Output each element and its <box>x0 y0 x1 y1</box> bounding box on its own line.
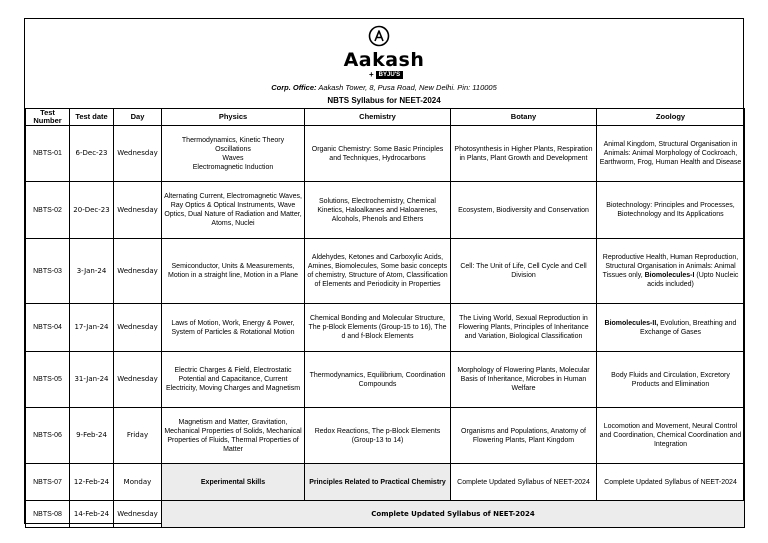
zoology-topics: Body Fluids and Circulation, Excretory Products and Elimination <box>597 352 745 408</box>
test-date: 20-Dec-23 <box>70 182 114 239</box>
zoology-tail-text: (Upto Nucleic acids included) <box>647 272 739 288</box>
botany-topics: Ecosystem, Biodiversity and Conservation <box>451 182 597 239</box>
physics-topics: Experimental Skills <box>162 464 305 501</box>
chemistry-topics: Thermodynamics, Equilibrium, Coordination Compounds <box>305 352 451 408</box>
physics-topics: Laws of Motion, Work, Energy & Power, System of Particles & Rotational Motion <box>162 304 305 352</box>
test-day: Wednesday <box>114 352 162 408</box>
botany-topics: Cell: The Unit of Life, Cell Cycle and Cell Division <box>451 239 597 304</box>
corp-address: Aakash Tower, 8, Pusa Road, New Delhi. Pin: 110005 <box>318 83 497 92</box>
chemistry-topics: Chemical Bonding and Molecular Structure, The p-Block Elements (Group-15 to 16), The d and f-Block Elements <box>305 304 451 352</box>
document-header <box>25 19 743 107</box>
byjus-label: BYJU'S <box>376 71 403 79</box>
zoology-topics <box>597 304 745 352</box>
syllabus-table <box>25 108 745 528</box>
header-test-number: Test Number <box>26 109 70 126</box>
chemistry-topics: Organic Chemistry: Some Basic Principles and Techniques, Hydrocarbons <box>305 126 451 182</box>
test-date: 9-Feb-24 <box>70 408 114 464</box>
corp-office-line <box>25 83 743 92</box>
chemistry-topics: Redox Reactions, The p-Block Elements (Group-13 to 14) <box>305 408 451 464</box>
physics-line: Waves <box>222 154 244 162</box>
zoology-plain-text: Reproductive Health, Human Reproduction, Structural Organisation in Animals: Animal Tissues only, <box>602 254 739 279</box>
table-row <box>26 182 745 239</box>
physics-topics: Alternating Current, Electromagnetic Waves, Ray Optics & Optical Instruments, Wave Optics, Dual Nature of Radiation and Matter, Atoms, Nuclei <box>162 182 305 239</box>
zoology-topics: Locomotion and Movement, Neural Control and Coordination, Chemical Coordination and Integration <box>597 408 745 464</box>
header-day: Day <box>114 109 162 126</box>
merged-syllabus-cell: Complete Updated Syllabus of NEET-2024 <box>162 501 745 528</box>
aakash-emblem-icon <box>368 25 390 47</box>
physics-line: Oscillations <box>215 145 251 153</box>
test-day: Wednesday <box>114 501 162 528</box>
syllabus-document <box>24 18 744 524</box>
physics-topics <box>162 126 305 182</box>
test-number: NBTS-08 <box>26 501 70 528</box>
corp-label: Corp. Office: <box>271 83 317 92</box>
test-number: NBTS-07 <box>26 464 70 501</box>
test-date: 6-Dec-23 <box>70 126 114 182</box>
botany-topics: Organisms and Populations, Anatomy of Flowering Plants, Plant Kingdom <box>451 408 597 464</box>
header-chemistry: Chemistry <box>305 109 451 126</box>
chemistry-topics: Principles Related to Practical Chemistry <box>305 464 451 501</box>
test-date: 17-Jan-24 <box>70 304 114 352</box>
byjus-badge <box>369 70 403 79</box>
table-header-row <box>26 109 745 126</box>
table-row <box>26 408 745 464</box>
physics-topics: Electric Charges & Field, Electrostatic Potential and Capacitance, Current Electricity, Moving Charges and Magnetism <box>162 352 305 408</box>
table-row <box>26 126 745 182</box>
brand-name: Aakash <box>343 49 425 71</box>
test-date: 31-Jan-24 <box>70 352 114 408</box>
chemistry-topics: Solutions, Electrochemistry, Chemical Kinetics, Haloalkanes and Haloarenes, Alcohols, Phenols and Ethers <box>305 182 451 239</box>
zoology-topics: Biotechnology: Principles and Processes, Biotechnology and Its Applications <box>597 182 745 239</box>
zoology-tail-text: Evolution, Breathing and Exchange of Gases <box>639 319 737 336</box>
brand-plus: + <box>369 70 374 79</box>
test-number: NBTS-01 <box>26 126 70 182</box>
zoology-topics: Animal Kingdom, Structural Organisation in Animals: Animal Morphology of Cockroach, Earthworm, Frog, Human Health and Disease <box>597 126 745 182</box>
test-day: Wednesday <box>114 182 162 239</box>
botany-topics: Morphology of Flowering Plants, Molecular Basis of Inheritance, Microbes in Human Welfare <box>451 352 597 408</box>
test-date: 12-Feb-24 <box>70 464 114 501</box>
physics-topics: Semiconductor, Units & Measurements, Motion in a straight line, Motion in a Plane <box>162 239 305 304</box>
table-row <box>26 352 745 408</box>
table-row <box>26 464 745 501</box>
syllabus-title: NBTS Syllabus for NEET-2024 <box>327 96 441 105</box>
test-number: NBTS-04 <box>26 304 70 352</box>
test-number: NBTS-06 <box>26 408 70 464</box>
header-zoology: Zoology <box>597 109 745 126</box>
header-physics: Physics <box>162 109 305 126</box>
physics-line: Thermodynamics, Kinetic Theory <box>181 136 285 144</box>
header-botany: Botany <box>451 109 597 126</box>
test-day: Wednesday <box>114 304 162 352</box>
botany-topics: The Living World, Sexual Reproduction in Flowering Plants, Principles of Inheritance and Variation, Biological Classification <box>451 304 597 352</box>
test-number: NBTS-03 <box>26 239 70 304</box>
zoology-bold-text: Biomolecules-I <box>644 272 695 279</box>
test-day: Wednesday <box>114 239 162 304</box>
test-day: Friday <box>114 408 162 464</box>
test-date: 3-Jan-24 <box>70 239 114 304</box>
botany-topics: Photosynthesis in Higher Plants, Respiration in Plants, Plant Growth and Development <box>451 126 597 182</box>
table-row <box>26 239 745 304</box>
header-test-date: Test date <box>70 109 114 126</box>
test-day: Wednesday <box>114 126 162 182</box>
zoology-bold-text: Biomolecules-II, <box>604 319 659 327</box>
test-day: Monday <box>114 464 162 501</box>
chemistry-topics: Aldehydes, Ketones and Carboxylic Acids, Amines, Biomolecules, Some basic concepts of chemistry, Structure of Atom, Classification of Elements and Periodicity in Properties <box>305 239 451 304</box>
physics-topics: Magnetism and Matter, Gravitation, Mechanical Properties of Solids, Mechanical Properties of Fluids, Thermal Properties of Matter <box>162 408 305 464</box>
test-number: NBTS-02 <box>26 182 70 239</box>
table-row <box>26 304 745 352</box>
zoology-topics <box>597 239 745 304</box>
physics-line: Electromagnetic Induction <box>192 163 274 171</box>
test-date: 14-Feb-24 <box>70 501 114 528</box>
botany-topics: Complete Updated Syllabus of NEET-2024 <box>451 464 597 501</box>
zoology-topics: Complete Updated Syllabus of NEET-2024 <box>597 464 745 501</box>
test-number: NBTS-05 <box>26 352 70 408</box>
table-row <box>26 501 745 528</box>
